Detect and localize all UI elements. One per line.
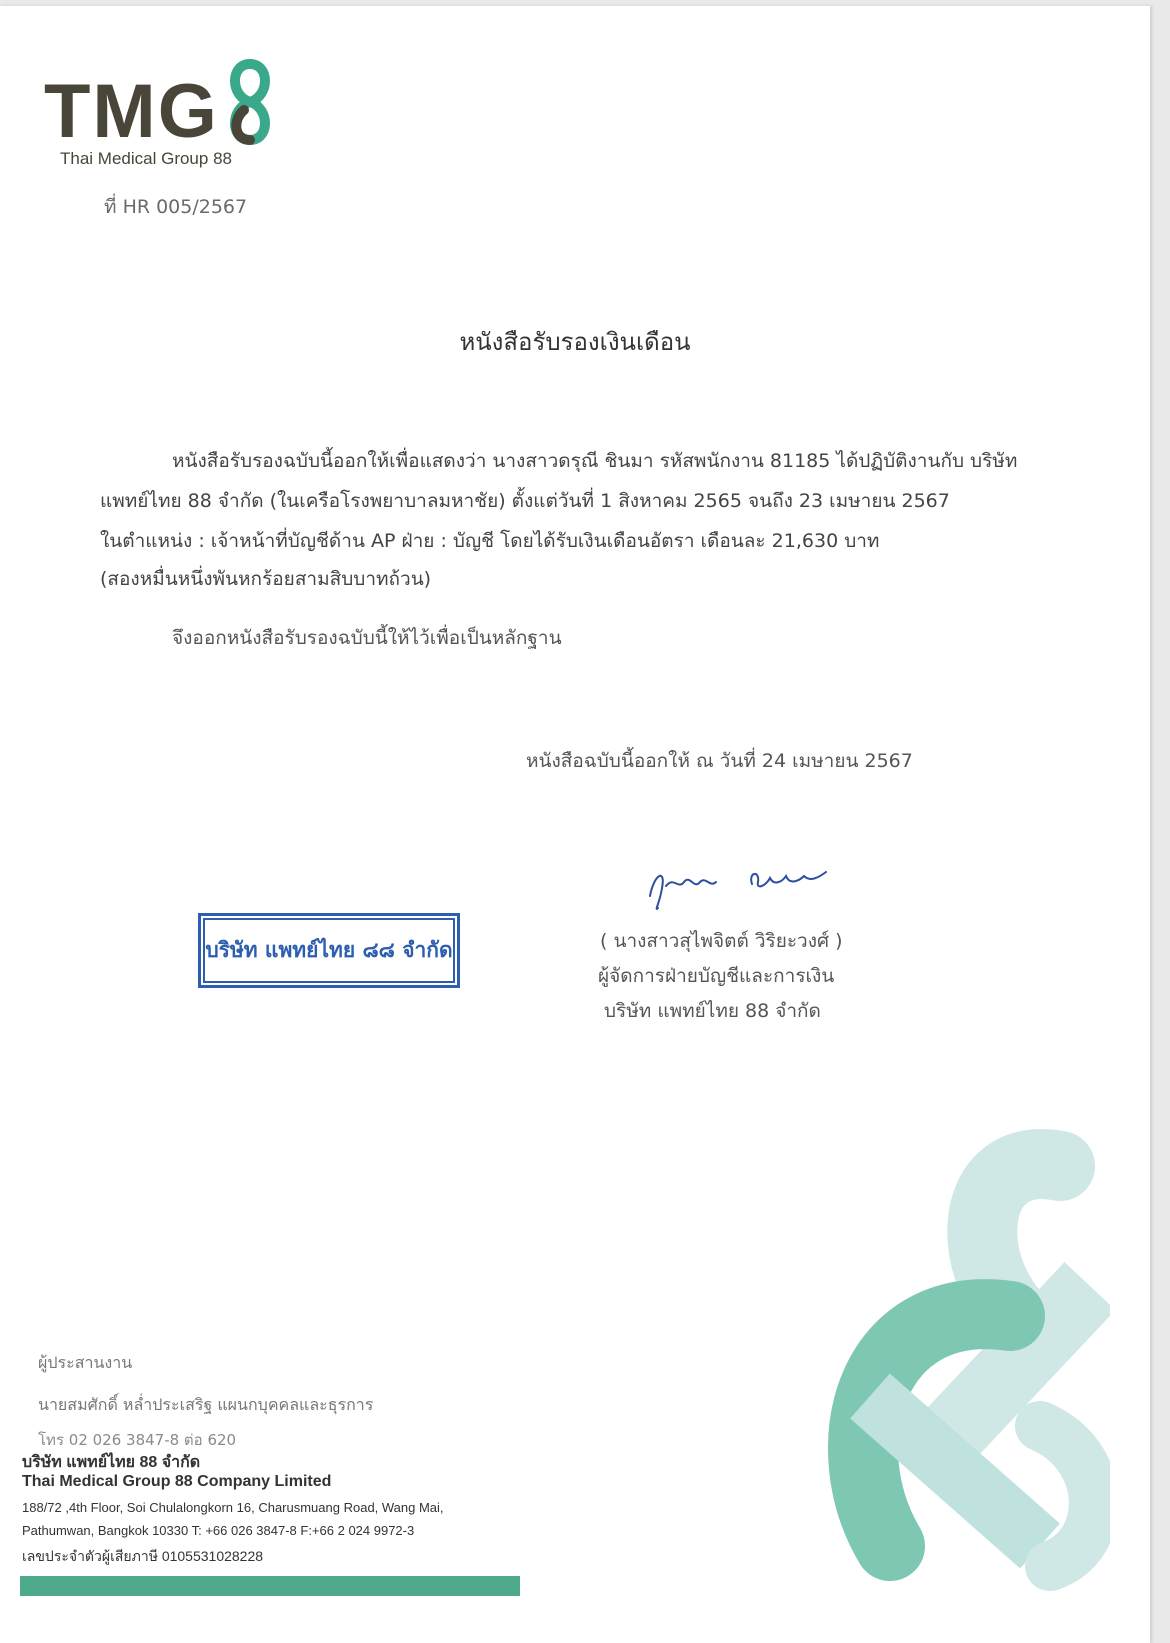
issue-date: หนังสือฉบับนี้ออกให้ ณ วันที่ 24 เมษายน 2567 <box>526 750 913 772</box>
signature-icon <box>640 856 850 920</box>
logo-mark-icon <box>222 56 278 152</box>
footer-address-line-1: 188/72 ,4th Floor, Soi Chulalongkorn 16, Charusmuang Road, Wang Mai, <box>22 1500 444 1515</box>
footer-accent-bar <box>20 1576 520 1596</box>
footer-company-en: Thai Medical Group 88 Company Limited <box>22 1473 332 1490</box>
closing-statement: จึงออกหนังสือรับรองฉบับนี้ให้ไว้เพื่อเป็นหลักฐาน <box>172 627 562 649</box>
footer-address-line-2: Pathumwan, Bangkok 10330 T: +66 026 3847-8 F:+66 2 024 9972-3 <box>22 1523 415 1538</box>
body-line-4: (สองหมื่นหนึ่งพันหกร้อยสามสิบบาทถ้วน) <box>100 568 432 590</box>
body-line-1: หนังสือรับรองฉบับนี้ออกให้เพื่อแสดงว่า นางสาวดรุณี ชินมา รหัสพนักงาน 81185 ได้ปฏิบัติงานกับ บริษัท <box>172 450 1018 472</box>
document-title: หนังสือรับรองเงินเดือน <box>459 328 691 356</box>
signer-title: ผู้จัดการฝ่ายบัญชีและการเงิน <box>598 965 835 987</box>
signer-company: บริษัท แพทย์ไทย 88 จำกัด <box>604 1000 821 1022</box>
company-logo-text: TMG <box>44 69 219 154</box>
document-number: ที่ HR 005/2567 <box>104 196 248 218</box>
coordinator-phone: โทร 02 026 3847-8 ต่อ 620 <box>38 1431 237 1449</box>
body-line-2: แพทย์ไทย 88 จำกัด (ในเครือโรงพยาบาลมหาชัย) ตั้งแต่วันที่ 1 สิงหาคม 2565 จนถึง 23 เมษายน 2567 <box>100 490 950 512</box>
signer-name: ( นางสาวสุไพจิตต์ วิริยะวงศ์ ) <box>600 930 843 952</box>
coordinator-label: ผู้ประสานงาน <box>38 1353 133 1372</box>
document-page <box>0 6 1150 1643</box>
body-line-3: ในตำแหน่ง : เจ้าหน้าที่บัญชีด้าน AP ฝ่าย : บัญชี โดยได้รับเงินเดือนอัตรา เดือนละ 21,630 บาท <box>100 530 880 552</box>
footer-company-th: บริษัท แพทย์ไทย 88 จำกัด <box>22 1454 201 1471</box>
footer-tax-id: เลขประจำตัวผู้เสียภาษี 0105531028228 <box>22 1548 264 1564</box>
coordinator-name: นายสมศักดิ์ หล่ำประเสริฐ แผนกบุคคลและธุรการ <box>38 1395 374 1414</box>
company-logo-subtitle: Thai Medical Group 88 <box>60 149 232 168</box>
watermark-logo-icon <box>810 1126 1110 1600</box>
stamp-text: บริษัท แพทย์ไทย ๘๘ จำกัด <box>205 938 453 962</box>
company-stamp <box>198 913 460 988</box>
